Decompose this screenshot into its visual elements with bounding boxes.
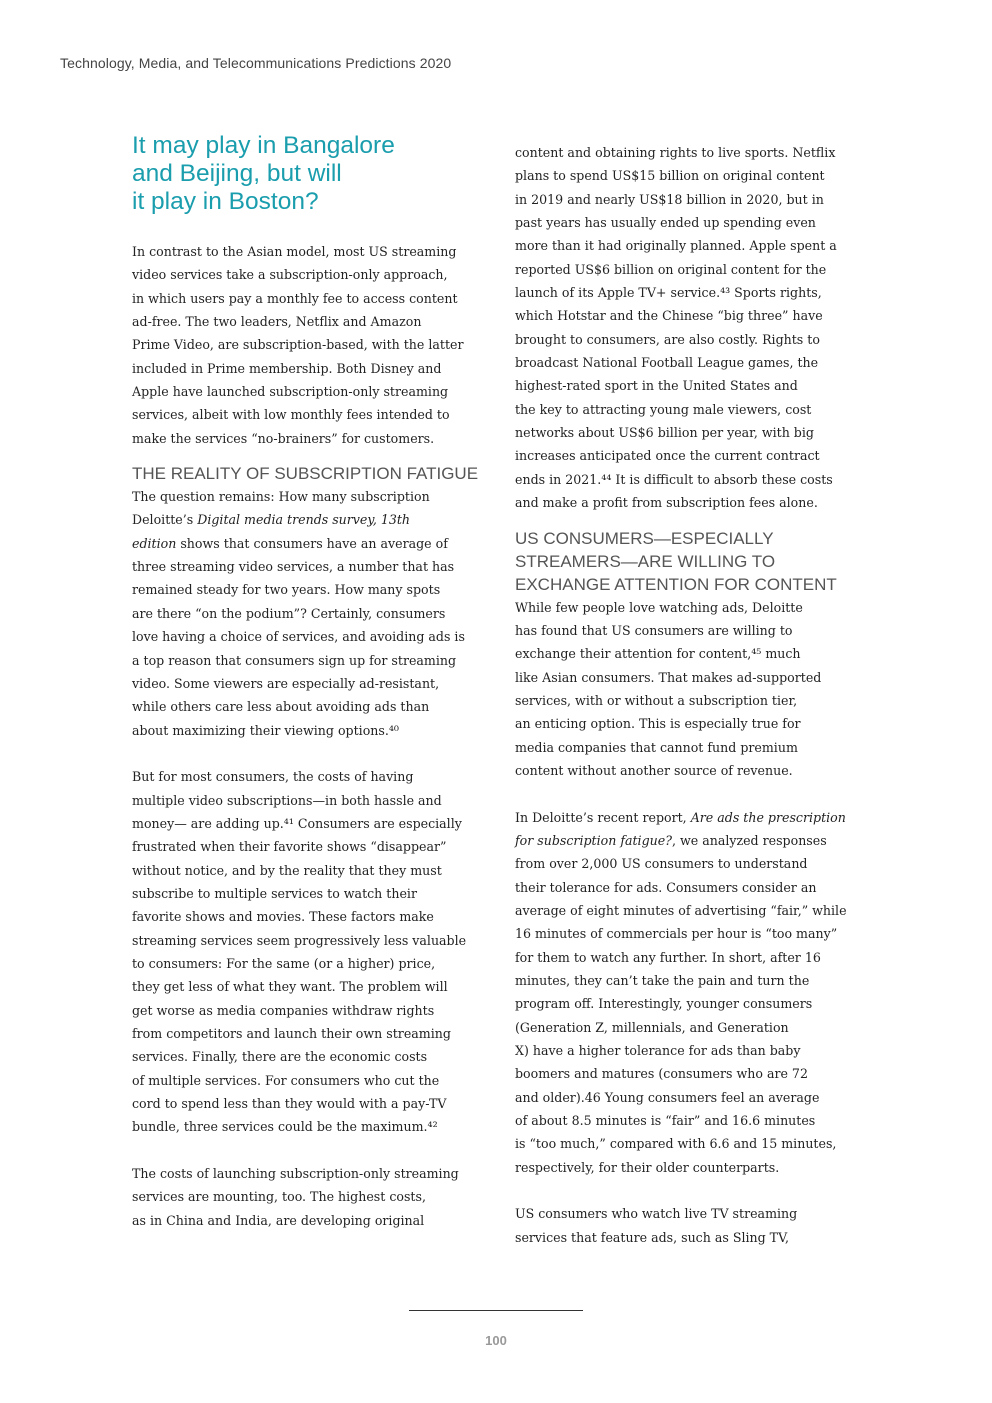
text-line: they get less of what they want. The problem will — [132, 979, 448, 995]
footer-rule — [409, 1310, 583, 1311]
text-line: video. Some viewers are especially ad-resistant, — [132, 675, 440, 691]
text-line: US consumers who watch live TV streaming — [515, 1206, 798, 1222]
text-line: their tolerance for ads. Consumers consider an — [515, 879, 817, 895]
text-line: get worse as media companies withdraw rights — [132, 1002, 435, 1018]
text-line: plans to spend US$15 billion on original content — [515, 168, 825, 184]
text-line: from competitors and launch their own streaming — [132, 1026, 451, 1041]
text-line: of multiple services. For consumers who cut the — [132, 1072, 440, 1088]
text-line: The question remains: How many subscription — [132, 489, 430, 505]
text-line — [515, 806, 860, 829]
text-line: ends in 2021.⁴⁴ It is difficult to absorb these costs — [515, 471, 833, 487]
title-line: It may play in Bangalore — [132, 132, 395, 159]
paragraph — [515, 596, 860, 783]
text-line: and older).46 Young consumers feel an average — [515, 1089, 820, 1105]
left-column — [132, 132, 477, 1232]
text-line: But for most consumers, the costs of having — [132, 769, 414, 785]
text-line: services. Finally, there are the economic costs — [132, 1049, 428, 1065]
text-line: remained steady for two years. How many spots — [132, 582, 441, 598]
text-line: frustrated when their favorite shows “disappear” — [132, 839, 447, 855]
text-line: launch of its Apple TV+ service.⁴³ Sports rights, — [515, 285, 822, 301]
text-line: of about 8.5 minutes is “fair” and 16.6 minutes — [515, 1113, 816, 1129]
text-line: brought to consumers, are also costly. Rights to — [515, 331, 820, 347]
text-line: without notice, and by the reality that they must — [132, 862, 442, 878]
text-line: an enticing option. This is especially true for — [515, 716, 801, 732]
text-line: for them to watch any further. In short, after 16 — [515, 949, 821, 965]
text-line: to consumers: For the same (or a higher) price, — [132, 955, 436, 971]
text-line — [132, 532, 477, 555]
title-line: it play in Boston? — [132, 188, 319, 215]
text-line: increases anticipated once the current contract — [515, 448, 820, 464]
text-line: love having a choice of services, and avoiding ads is — [132, 629, 465, 645]
text-line: 16 minutes of commercials per hour is “too many” — [515, 926, 838, 942]
text-line: and make a profit from subscription fees alone. — [515, 495, 818, 511]
subheading-line: EXCHANGE ATTENTION FOR CONTENT — [515, 574, 837, 594]
text-line: money— are adding up.⁴¹ Consumers are especially — [132, 815, 462, 831]
text-line: streaming services seem progressively less valuable — [132, 932, 467, 948]
text-line: has found that US consumers are willing to — [515, 622, 793, 638]
text-run: Deloitte’s — [132, 512, 198, 528]
text-line: average of eight minutes of advertising “fair,” while — [515, 902, 847, 918]
text-line: three streaming video services, a number that has — [132, 559, 455, 575]
text-line: program off. Interestingly, younger consumers — [515, 996, 813, 1012]
paragraph — [515, 1202, 860, 1249]
title-line: and Beijing, but will — [132, 160, 342, 187]
right-column — [515, 141, 860, 1249]
text-line: While few people love watching ads, Deloitte — [515, 599, 803, 615]
text-line: highest-rated sport in the United States and — [515, 378, 798, 394]
text-run: shows that consumers have an average of — [176, 535, 448, 551]
paragraph — [515, 141, 860, 515]
subheading-line: US CONSUMERS—ESPECIALLY — [515, 528, 774, 548]
text-line: The costs of launching subscription-only streaming — [132, 1166, 459, 1182]
text-line: video services take a subscription-only approach, — [132, 267, 448, 283]
text-line: exchange their attention for content,⁴⁵ much — [515, 646, 801, 662]
text-line: while others care less about avoiding ads than — [132, 699, 430, 715]
subheading: THE REALITY OF SUBSCRIPTION FATIGUE — [132, 464, 479, 484]
text-line: is “too much,” compared with 6.6 and 15 minutes, — [515, 1136, 837, 1152]
text-line: included in Prime membership. Both Disney and — [132, 360, 442, 376]
text-line: which Hotstar and the Chinese “big three” have — [515, 308, 823, 324]
report-title: Are ads the prescription — [690, 809, 846, 825]
text-line: from over 2,000 US consumers to understand — [515, 856, 808, 872]
text-line: favorite shows and movies. These factors make — [132, 909, 434, 925]
text-line: in 2019 and nearly US$18 billion in 2020, but in — [515, 191, 824, 207]
text-line: about maximizing their viewing options.⁴⁰ — [132, 722, 399, 738]
text-line: past years has usually ended up spending even — [515, 215, 816, 231]
text-run: In Deloitte’s recent report, — [515, 809, 691, 825]
report-title: for subscription fatigue? — [515, 832, 672, 848]
report-title: Digital media trends survey, 13th — [197, 512, 411, 528]
text-run: , we analyzed responses — [671, 832, 827, 848]
subheading-line: STREAMERS—ARE WILLING TO — [515, 551, 776, 571]
text-line — [515, 829, 860, 852]
text-line: X) have a higher tolerance for ads than baby — [515, 1043, 801, 1059]
section-title — [132, 132, 432, 216]
text-line — [132, 508, 477, 531]
text-line: Prime Video, are subscription-based, with the latter — [132, 337, 464, 353]
text-line: ad-free. The two leaders, Netflix and Amazon — [132, 314, 422, 330]
page-number: 100 — [485, 1333, 507, 1348]
text-line: bundle, three services could be the maximum.⁴² — [132, 1119, 438, 1135]
text-line: reported US$6 billion on original content for the — [515, 261, 827, 277]
text-line: more than it had originally planned. Apple spent a — [515, 238, 837, 254]
text-line: media companies that cannot fund premium — [515, 739, 798, 755]
text-line: subscribe to multiple services to watch their — [132, 885, 417, 901]
text-line: services are mounting, too. The highest costs, — [132, 1189, 426, 1205]
paragraph — [132, 765, 477, 1139]
text-line: content and obtaining rights to live sports. Netflix — [515, 145, 836, 160]
text-line: the key to attracting young male viewers, cost — [515, 401, 812, 417]
text-line: multiple video subscriptions—in both hassle and — [132, 792, 442, 808]
text-line: Apple have launched subscription-only streaming — [132, 384, 449, 400]
subheading — [515, 527, 860, 596]
text-line: content without another source of revenue. — [515, 762, 793, 778]
paragraph — [132, 240, 477, 450]
text-line: a top reason that consumers sign up for streaming — [132, 652, 457, 668]
text-line: broadcast National Football League games, the — [515, 355, 819, 371]
text-line: cord to spend less than they would with a pay-TV — [132, 1096, 447, 1112]
text-line: like Asian consumers. That makes ad-supported — [515, 669, 822, 685]
text-line: networks about US$6 billion per year, with big — [515, 425, 814, 441]
text-line: boomers and matures (consumers who are 72 — [515, 1066, 808, 1082]
text-line: services, with or without a subscription tier, — [515, 692, 798, 708]
paragraph — [132, 1162, 477, 1232]
text-line: services, albeit with low monthly fees intended to — [132, 407, 450, 423]
paragraph — [515, 806, 860, 1180]
text-line: (Generation Z, millennials, and Generation — [515, 1019, 789, 1035]
text-line: minutes, they can’t take the pain and turn the — [515, 973, 810, 988]
text-line: are there “on the podium”? Certainly, consumers — [132, 605, 446, 621]
text-line: respectively, for their older counterparts. — [515, 1159, 780, 1175]
text-line: make the services “no-brainers” for customers. — [132, 430, 435, 446]
text-line: in which users pay a monthly fee to access content — [132, 290, 458, 306]
text-line: as in China and India, are developing original — [132, 1212, 425, 1228]
paragraph — [132, 485, 477, 742]
report-title: edition — [132, 535, 177, 551]
running-header: Technology, Media, and Telecommunications Predictions 2020 — [60, 55, 452, 71]
text-line: services that feature ads, such as Sling TV, — [515, 1229, 789, 1245]
text-line: In contrast to the Asian model, most US streaming — [132, 244, 457, 259]
